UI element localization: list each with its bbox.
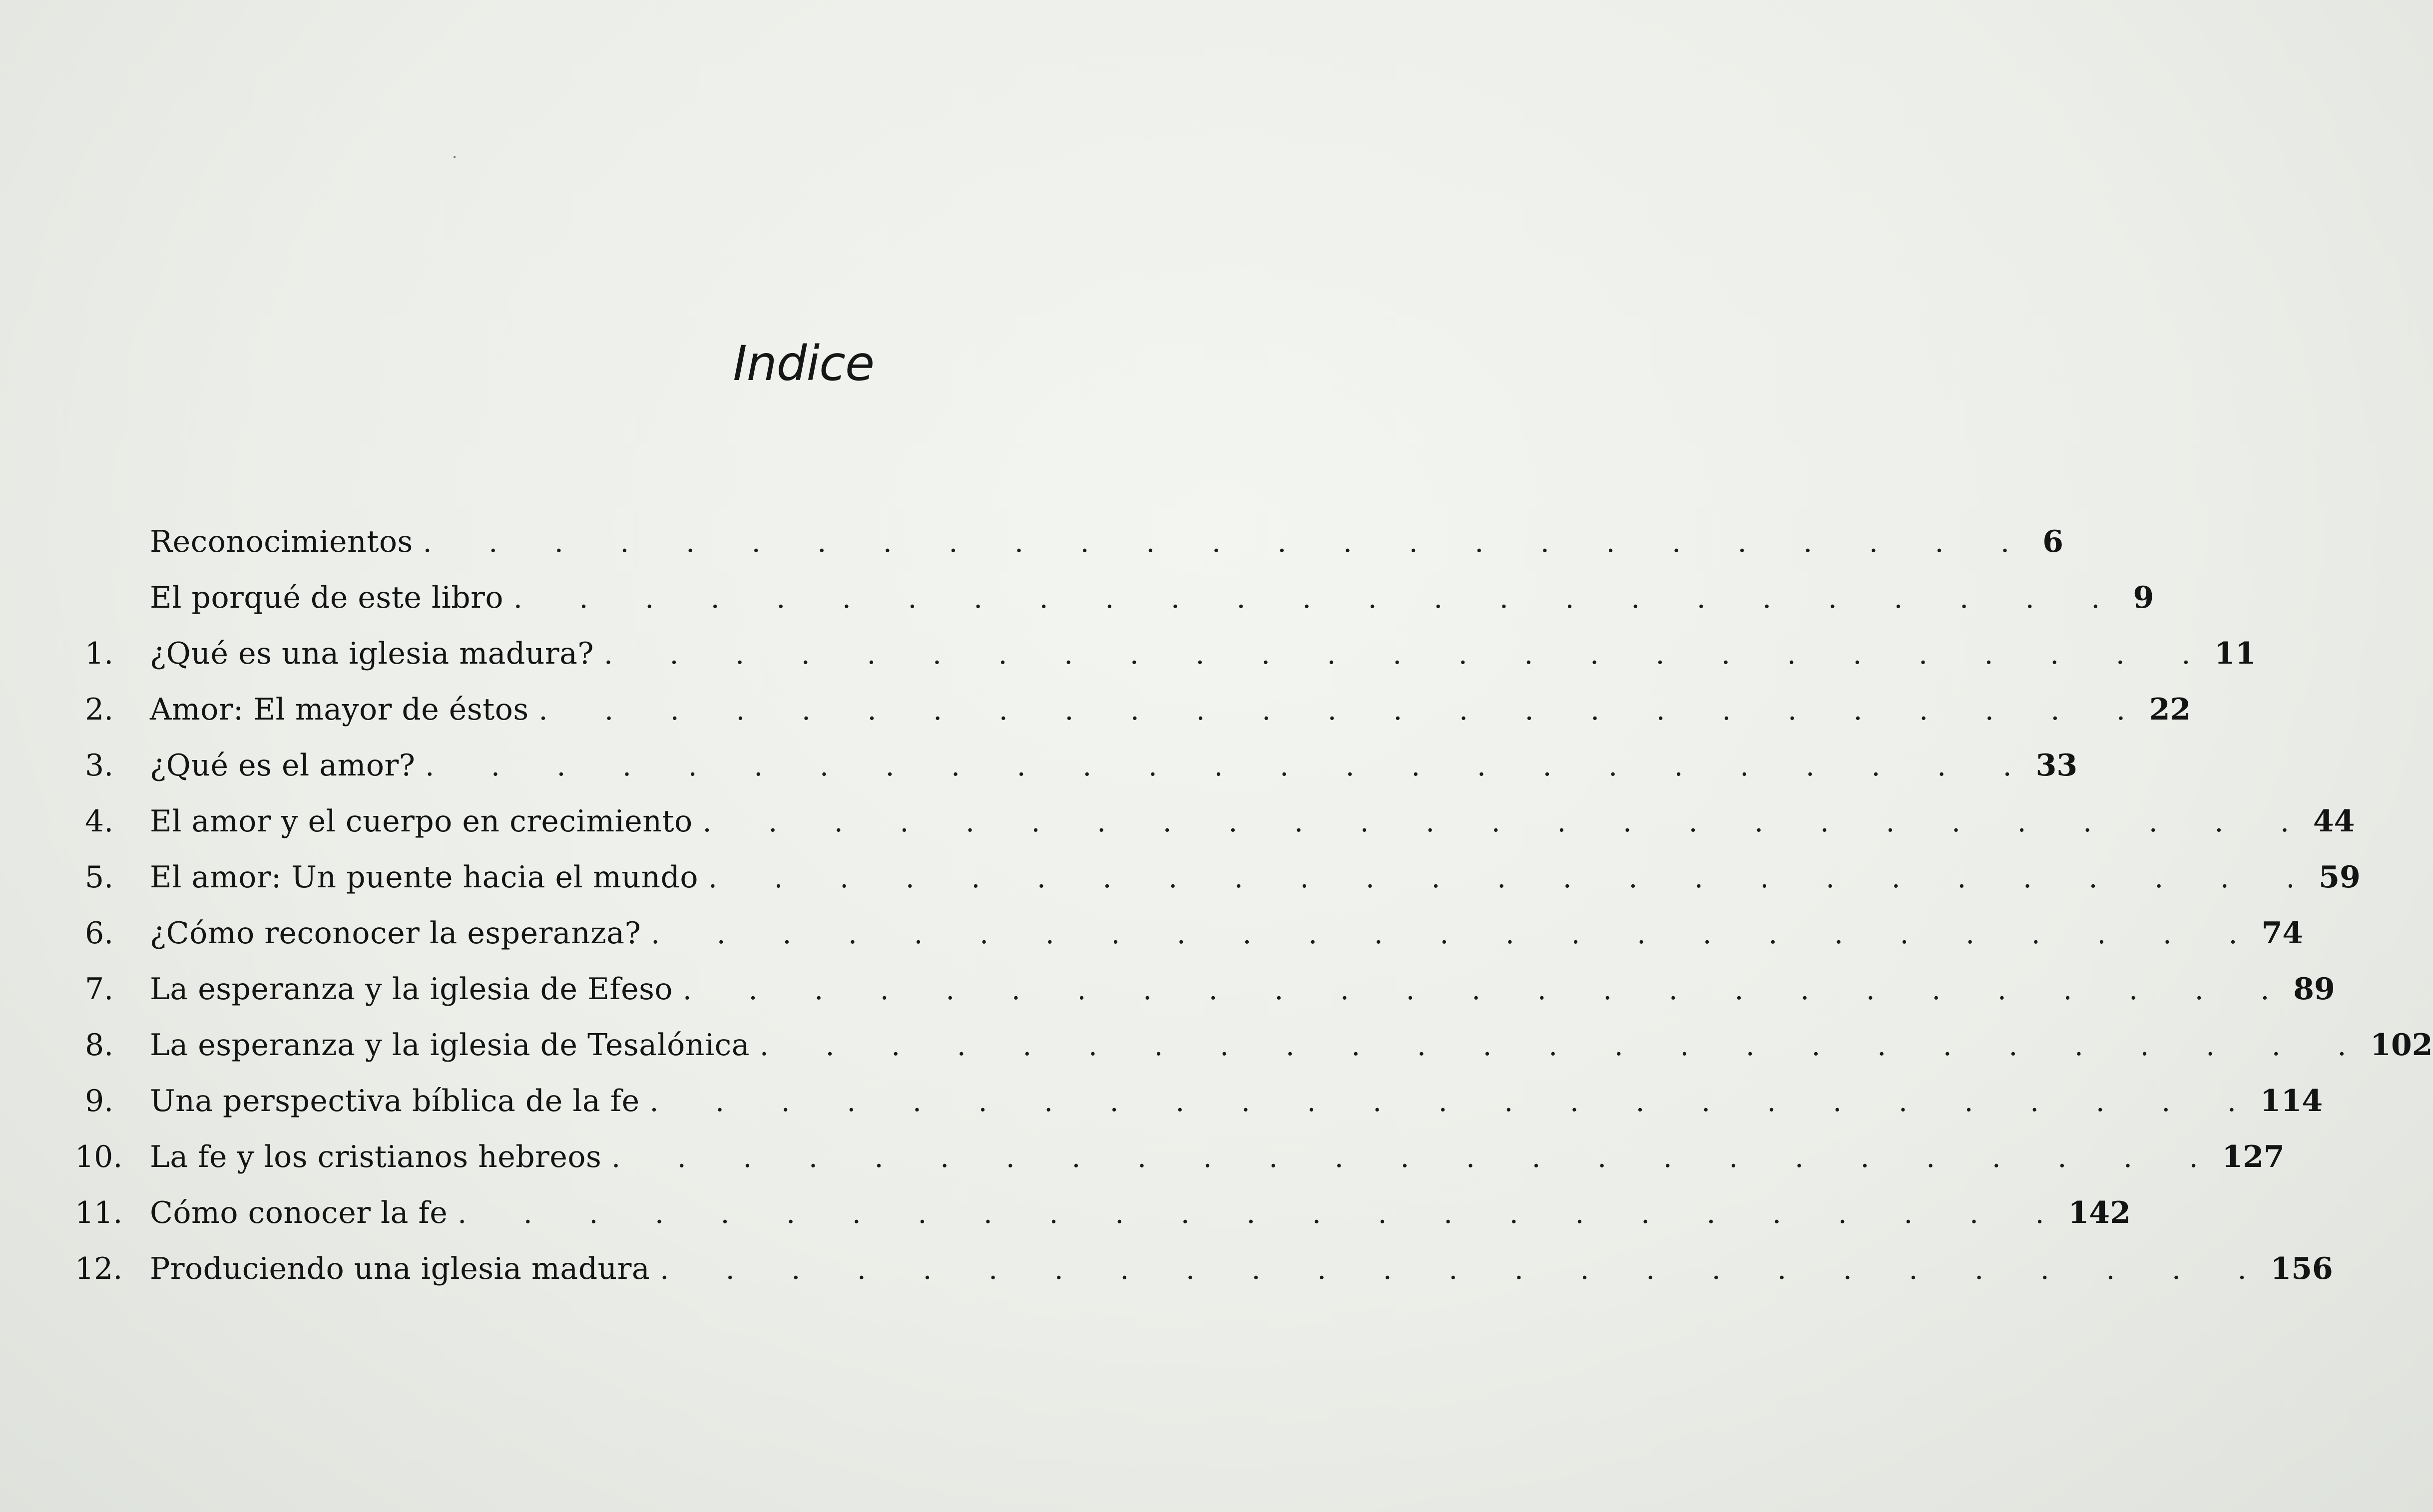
entry-page: 59 <box>2319 860 2361 895</box>
page-title: Indice <box>733 336 874 391</box>
toc-entry <box>75 1084 2323 1142</box>
entry-number: 5. <box>85 860 114 895</box>
dot-leader: . . . . . . . . . . . . . . . . . . . . . . . . . <box>702 806 2313 838</box>
toc-entry <box>75 580 2154 639</box>
entry-title: Reconocimientos <box>150 524 413 559</box>
entry-title: El amor y el cuerpo en crecimiento <box>150 804 693 839</box>
entry-number: 11. <box>75 1195 123 1230</box>
entry-title: El porqué de este libro <box>150 580 503 615</box>
dot-leader: . . . . . . . . . . . . . . . . . . . . . . . . . <box>649 1086 2260 1118</box>
toc-entry <box>75 1251 2333 1310</box>
toc-entry <box>75 748 2078 806</box>
entry-number: 1. <box>85 636 114 671</box>
entry-page: 114 <box>2260 1084 2323 1119</box>
entry-title: ¿Cómo reconocer la esperanza? <box>150 916 641 951</box>
entry-page: 74 <box>2261 916 2303 951</box>
entry-page: 102 <box>2370 1028 2433 1063</box>
entry-page: 22 <box>2149 692 2191 727</box>
entry-page: 142 <box>2068 1195 2131 1230</box>
toc-entry <box>75 860 2361 918</box>
entry-page: 11 <box>2214 636 2256 671</box>
toc-entry <box>75 916 2303 974</box>
entry-number: 9. <box>85 1084 114 1119</box>
toc-entry <box>75 692 2191 751</box>
entry-title: ¿Qué es una iglesia madura? <box>150 636 594 671</box>
dot-leader: . . . . . . . . . . . . . . . . . . . . . . . . . <box>425 750 2036 782</box>
entry-number: 7. <box>85 972 114 1007</box>
entry-page: 89 <box>2293 972 2335 1007</box>
table-of-contents <box>75 524 2433 1310</box>
entry-page: 127 <box>2222 1139 2285 1174</box>
toc-entry <box>75 1028 2433 1086</box>
toc-entry <box>75 636 2256 695</box>
entry-title: Amor: El mayor de éstos <box>150 692 529 727</box>
toc-entry <box>75 1195 2131 1254</box>
entry-title: La fe y los cristianos hebreos <box>150 1139 602 1174</box>
entry-title: ¿Qué es el amor? <box>150 748 416 783</box>
entry-title: Una perspectiva bíblica de la fe <box>150 1084 640 1119</box>
dot-leader: . . . . . . . . . . . . . . . . . . . . . . . . . <box>513 582 2124 615</box>
entry-number: 10. <box>75 1139 123 1174</box>
dot-leader: . . . . . . . . . . . . . . . . . . . . . . . . . <box>683 974 2294 1006</box>
toc-entry <box>75 1139 2285 1198</box>
entry-title: La esperanza y la iglesia de Efeso <box>150 972 673 1007</box>
dot-leader: . . . . . . . . . . . . . . . . . . . . . . . . . <box>611 1141 2222 1174</box>
entry-number: 4. <box>85 804 114 839</box>
entry-title: Cómo conocer la fe <box>150 1195 448 1230</box>
dot-leader: . . . . . . . . . . . . . . . . . . . . . . . . . <box>651 918 2262 950</box>
dot-leader: . . . . . . . . . . . . . . . . . . . . . . . . . <box>604 638 2215 671</box>
entry-page: 33 <box>2035 748 2078 783</box>
toc-entry <box>75 524 2063 583</box>
entry-page: 9 <box>2133 580 2154 615</box>
dot-leader: . . . . . . . . . . . . . . . . . . . . . . . . . <box>660 1253 2271 1286</box>
dot-leader: . . . . . . . . . . . . . . . . . . . . . . . . . <box>708 862 2319 894</box>
toc-entry <box>75 804 2355 862</box>
dot-leader: . . . . . . . . . . . . . . . . . . . . . . . . . <box>423 526 2033 559</box>
entry-page: 6 <box>2042 524 2063 559</box>
entry-page: 44 <box>2313 804 2355 839</box>
entry-page: 156 <box>2270 1251 2333 1286</box>
entry-number: 6. <box>85 916 114 951</box>
entry-title: Produciendo una iglesia madura <box>150 1251 650 1286</box>
entry-title: La esperanza y la iglesia de Tesalónica <box>150 1028 750 1063</box>
entry-number: 12. <box>75 1251 123 1286</box>
entry-number: 3. <box>85 748 114 783</box>
ink-speck <box>454 156 456 158</box>
dot-leader: . . . . . . . . . . . . . . . . . . . . . . . . . <box>538 694 2149 727</box>
entry-title: El amor: Un puente hacia el mundo <box>150 860 699 895</box>
toc-entry <box>75 972 2335 1030</box>
dot-leader: . . . . . . . . . . . . . . . . . . . . . . . . . <box>458 1197 2068 1230</box>
dot-leader: . . . . . . . . . . . . . . . . . . . . . . . . . <box>760 1030 2371 1062</box>
entry-number: 2. <box>85 692 114 727</box>
entry-number: 8. <box>85 1028 114 1063</box>
